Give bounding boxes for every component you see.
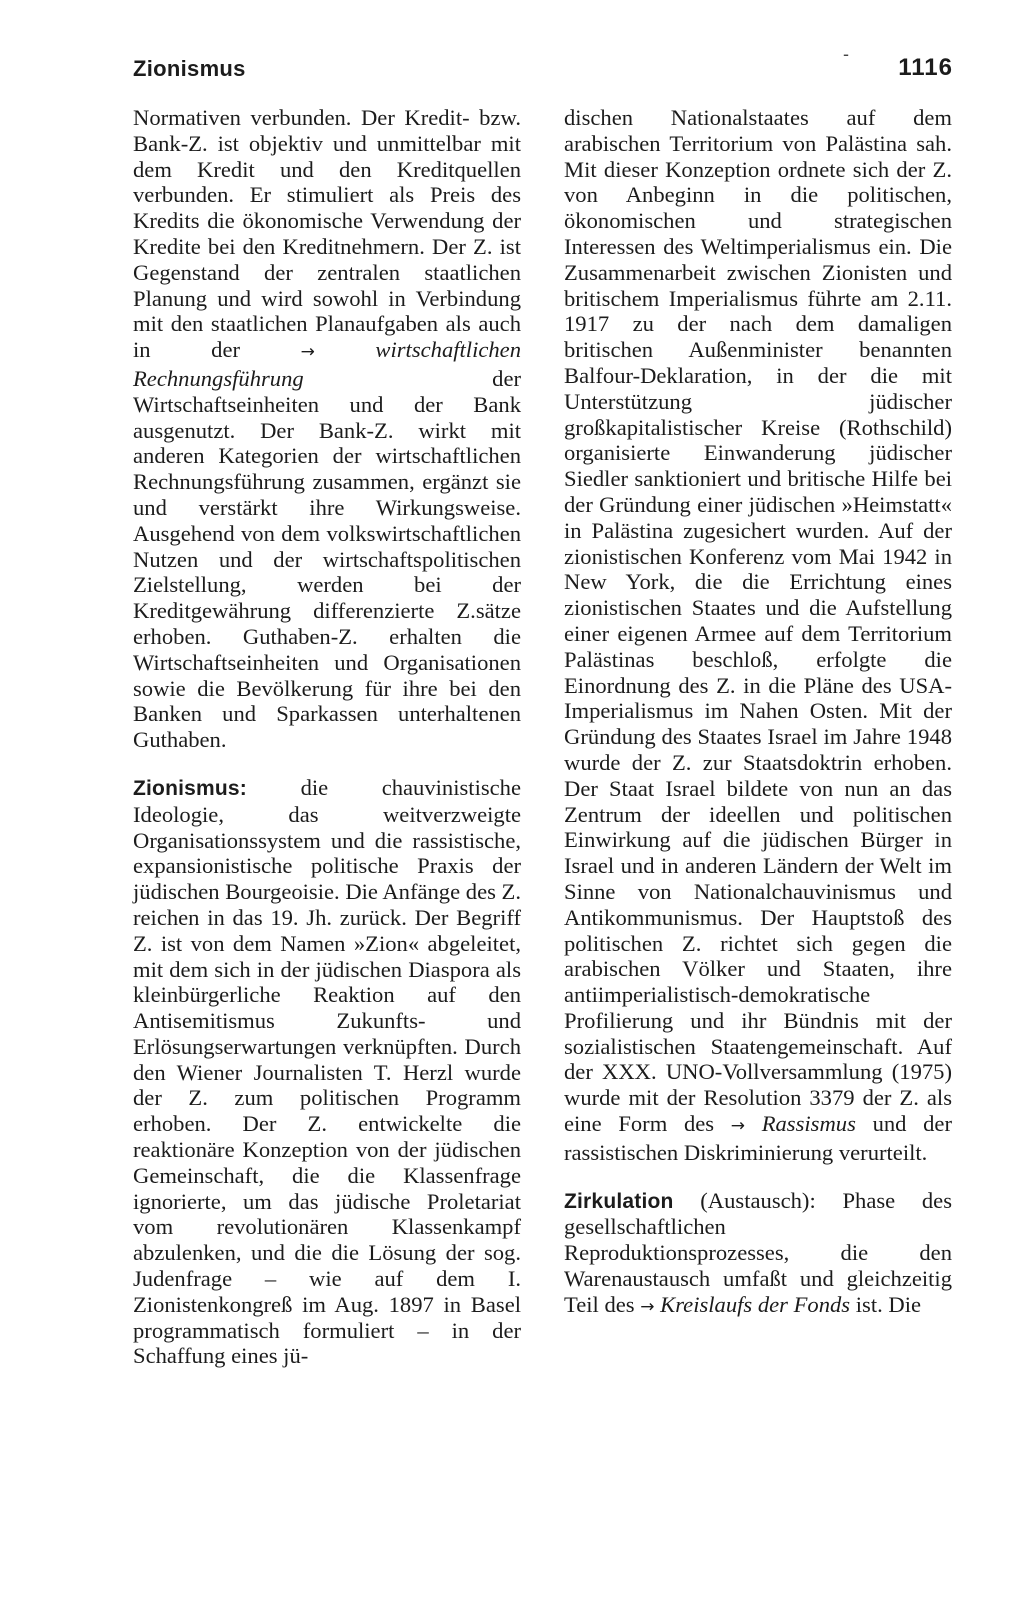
entry-text: (Austausch): Phase des gesellschaftlichen Reproduktionsprozesses, die den Warenaustausch umfaßt und gleichzeitig Teil des: [564, 1187, 953, 1317]
cross-reference-link[interactable]: wirtschaftlichen Rechnungsführung: [133, 337, 521, 391]
entry-text: ist. Die: [855, 1291, 922, 1317]
cross-reference-link[interactable]: Kreislaufs der Fonds: [660, 1291, 851, 1317]
entry-text: dischen Nationalstaates auf dem arabischen Territorium von Palästina sah. Mit dieser Konzeption ordnete sich der Z. von Anbeginn in die politischen, ökonomischen und strategischen Interessen des Weltimperialismus ein. Die Zusammenarbeit zwischen Zionisten und britischem Imperialismus führte am 2.11. 1917 zu der nach dem damaligen britischen Außenminister benannten Balfour-Deklaration, in der die mit Unterstützung jüdischer großkapitalistischer Kreise (Rothschild) organisierte Einwanderung jüdischer Siedler sanktioniert und britische Hilfe bei der Gründung einer jüdischen »Heimstatt« in Palästina zugesichert wurden. Auf der zionistischen Konferenz vom Mai 1942 in New York, die die Errichtung eines zionistischen Staates und die Aufstellung einer eigenen Armee auf dem Territorium Palästinas beschloß, erfolgte die Einordnung des Z. in die Pläne des USA-Imperialismus im Nahen Osten. Mit der Gründung des Staates Israel im Jahre 1948 wurde der Z. zur Staatsdoktrin erhoben. Der Staat Israel bildete von nun an das Zentrum der ideellen und politischen Einwirkung auf die jüdischen Bürger in Israel und in anderen Ländern der Welt im Sinne von Nationalchauvinismus und Antikommunismus. Der Hauptstoß des politischen Z. richtet sich gegen die arabischen Völker und Staaten, ihre antiimperialistisch-demokratische Profilierung und ihr Bündnis mit der sozialistischen Staatengemeinschaft. Auf der XXX. UNO-Vollversammlung (1975) wurde mit der Resolution 3379 der Z. als eine Form des: [564, 105, 952, 1137]
right-column: [564, 105, 952, 1321]
cross-reference-link[interactable]: Rassismus: [761, 1111, 856, 1137]
page-header: [133, 44, 953, 90]
cross-reference-arrow-icon: →: [730, 1116, 746, 1137]
entry-zionismus-continuation: [564, 105, 952, 1166]
cross-reference-arrow-icon: →: [300, 342, 315, 363]
entry-zirkulation: [564, 1188, 952, 1321]
entry-text: der Wirtschaftseinheiten und der Bank ausgenutzt. Der Bank-Z. wirkt mit anderen Kategorien der wirtschaftlichen Rechnungsführung zusammen, ergänzt sie und verstärkt ihre Wirkungsweise. Ausgehend von dem volkswirtschaftlichen Nutzen und der wirtschaftspolitischen Zielstellung, werden bei der Kreditgewährung differenzierte Z.sätze erhoben. Guthaben-Z. erhalten die Wirtschaftseinheiten und Organisationen sowie die Bevölkerung für ihre bei den Banken und Sparkassen unterhaltenen Guthaben.: [133, 365, 521, 753]
lemma-heading: Zirkulation: [564, 1189, 674, 1213]
header-dash: -: [843, 44, 849, 64]
cross-reference-arrow-icon: →: [640, 1296, 655, 1317]
lemma-heading: Zionismus:: [133, 776, 248, 800]
left-column: [133, 105, 521, 1369]
entry-zionismus: [133, 775, 521, 1369]
entry-zinssatz-continuation: [133, 105, 521, 753]
page-number: 1116: [898, 54, 953, 81]
entry-text: Normativen verbunden. Der Kredit- bzw. Bank-Z. ist objektiv und unmittelbar mit dem Kredit und den Kreditquellen verbunden. Er stimuliert als Preis des Kredits die ökonomische Verwendung der Kredite bei den Kreditnehmern. Der Z. ist Gegenstand der zentralen staatlichen Planung und wird sowohl in Verbindung mit den staatlichen Planaufgaben als auch in der: [133, 105, 521, 363]
entry-text: und der rassistischen Diskriminierung verurteilt.: [564, 1111, 952, 1165]
running-head: Zionismus: [133, 56, 246, 81]
entry-text: die chauvinistische Ideologie, das weitverzweigte Organisationssystem und die rassistische, expansionistische politische Praxis der jüdischen Bourgeoisie. Die Anfänge des Z. reichen in das 19. Jh. zurück. Der Begriff Z. ist von dem Namen »Zion« abgeleitet, mit dem sich in der jüdischen Diaspora als kleinbürgerliche Reaktion auf den Antisemitismus Zukunfts- und Erlösungserwartungen verknüpften. Durch den Wiener Journalisten T. Herzl wurde der Z. zum politischen Programm erhoben. Der Z. entwickelte die reaktionäre Konzeption von der jüdischen Gemeinschaft, die die Klassenfrage ignorierte, um das jüdische Proletariat vom revolutionären Klassenkampf abzulenken, und die die Lösung der sog. Judenfrage – wie auf dem I. Zionistenkongreß im Aug. 1897 in Basel programmatisch formuliert – in der Schaffung eines jü-: [133, 774, 521, 1369]
